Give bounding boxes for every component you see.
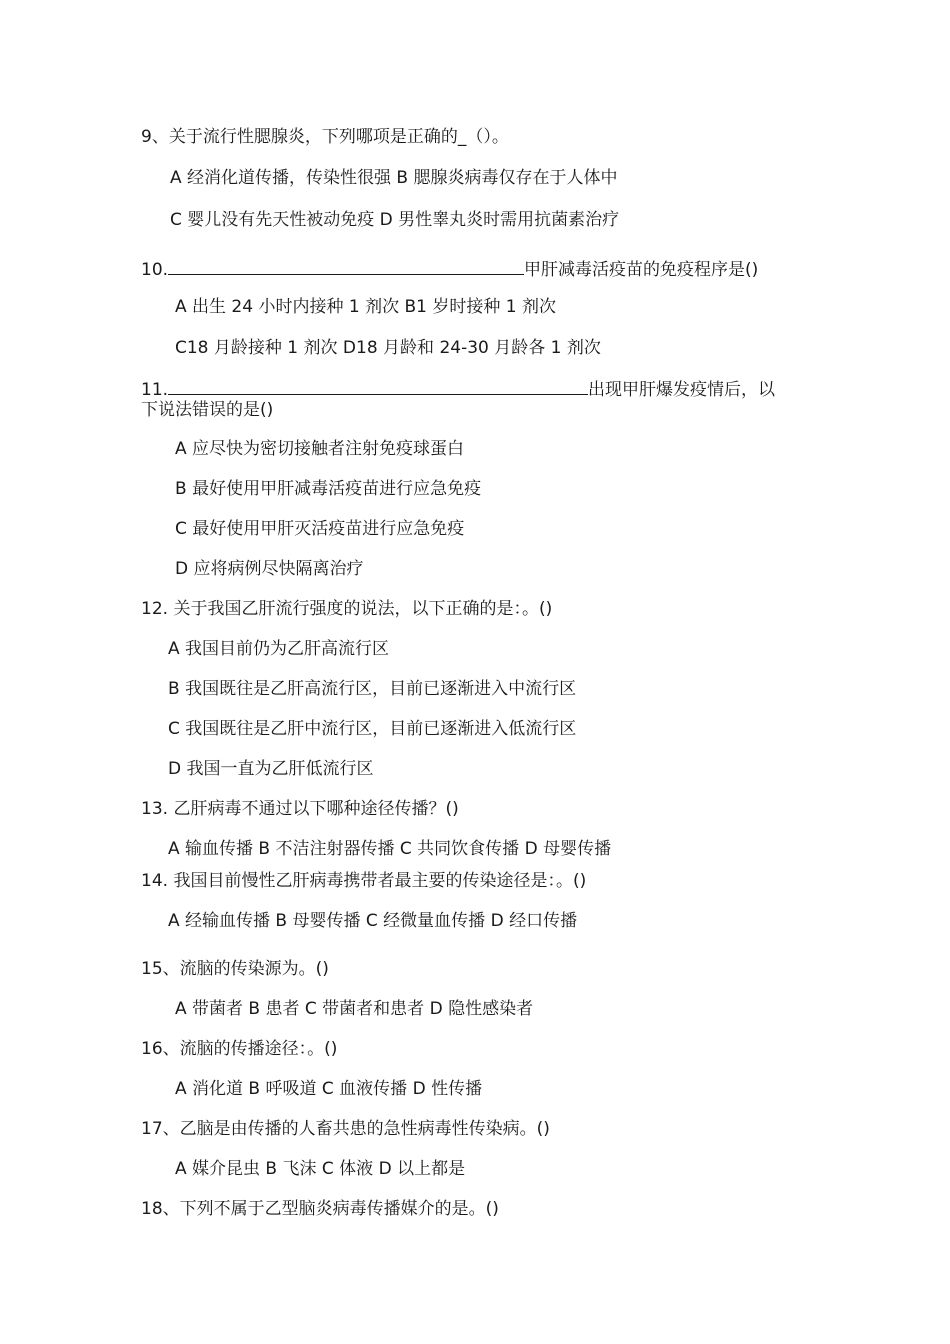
q14-options-line: A 经输血传播 B 母婴传播 C 经微量血传播 D 经口传播 — [168, 911, 578, 931]
q10-number: 10. — [141, 260, 169, 280]
q13-options-line: A 输血传播 B 不洁注射器传播 C 共同饮食传播 D 母婴传播 — [168, 839, 612, 859]
q15-stem: 15、流脑的传染源为。() — [141, 959, 329, 979]
q17-options-line: A 媒介昆虫 B 飞沫 C 体液 D 以上都是 — [175, 1159, 466, 1179]
q14-stem: 14. 我国目前慢性乙肝病毒携带者最主要的传染途径是：。() — [141, 871, 587, 891]
q11-answer-blank — [168, 376, 588, 395]
q9-options-line-1: A 经消化道传播，传染性很强 B 腮腺炎病毒仅存在于人体中 — [170, 168, 618, 188]
q9-options-line-2: C 婴儿没有先天性被动免疫 D 男性睾丸炎时需用抗菌素治疗 — [170, 210, 620, 230]
q17-stem: 17、乙脑是由传播的人畜共患的急性病毒性传染病。() — [141, 1119, 550, 1139]
q13-stem: 13. 乙肝病毒不通过以下哪种途径传播？() — [141, 799, 459, 819]
q11-stem-line — [141, 376, 775, 401]
q11-option-b: B 最好使用甲肝减毒活疫苗进行应急免疫 — [175, 479, 482, 499]
q12-option-c: C 我国既往是乙肝中流行区，目前已逐渐进入低流行区 — [168, 719, 577, 739]
q11-option-c: C 最好使用甲肝灭活疫苗进行应急免疫 — [175, 519, 465, 539]
q11-stem-continued: 下说法错误的是() — [141, 400, 274, 420]
q9-stem: 9、关于流行性腮腺炎，下列哪项是正确的_（）。 — [141, 127, 509, 147]
q12-option-a: A 我国目前仍为乙肝高流行区 — [168, 639, 390, 659]
q11-option-a: A 应尽快为密切接触者注射免疫球蛋白 — [175, 439, 465, 459]
q18-stem: 18、下列不属于乙型脑炎病毒传播媒介的是。() — [141, 1199, 499, 1219]
q10-stem: 甲肝减毒活疫苗的免疫程序是() — [524, 260, 759, 280]
q10-answer-blank — [168, 256, 524, 275]
q10-stem-line — [141, 256, 758, 281]
q16-stem: 16、流脑的传播途径：。() — [141, 1039, 338, 1059]
q11-stem: 出现甲肝爆发疫情后，以 — [588, 380, 776, 400]
q12-option-b: B 我国既往是乙肝高流行区，目前已逐渐进入中流行区 — [168, 679, 577, 699]
q16-options-line: A 消化道 B 呼吸道 C 血液传播 D 性传播 — [175, 1079, 483, 1099]
q10-options-line-1: A 出生 24 小时内接种 1 剂次 B1 岁时接种 1 剂次 — [175, 297, 557, 317]
q15-options-line: A 带菌者 B 患者 C 带菌者和患者 D 隐性感染者 — [175, 999, 534, 1019]
q12-option-d: D 我国一直为乙肝低流行区 — [168, 759, 374, 779]
q12-stem: 12. 关于我国乙肝流行强度的说法，以下正确的是：。() — [141, 599, 553, 619]
q11-number: 11. — [141, 380, 169, 400]
q11-option-d: D 应将病例尽快隔离治疗 — [175, 559, 364, 579]
q10-options-line-2: C18 月龄接种 1 剂次 D18 月龄和 24-30 月龄各 1 剂次 — [175, 338, 601, 358]
